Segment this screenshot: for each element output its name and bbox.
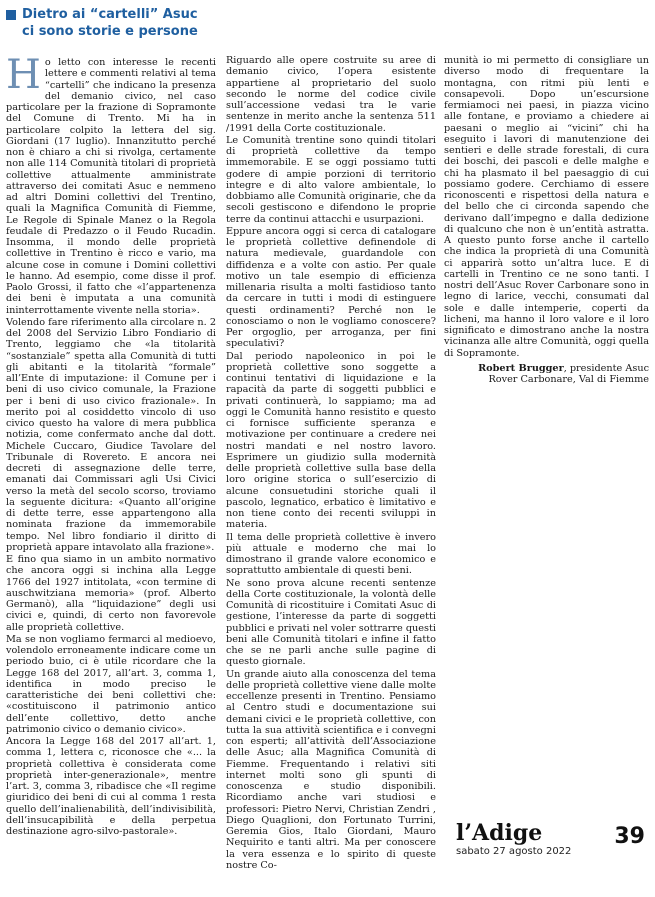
paragraph: Ancora la Legge 168 del 2017 all’art. 1, comma 1, lettera c, riconosce che «... la proprietà collettiva è considerata come proprietà inter-generazionale», mentre l’art. 3, comma 3, ribadisce che «Il regime giuridico dei beni di cui al comma 1 resta quello dell’inalienabilità, dell’indivisibilità, dell’insucapibilità e della perpetua destinazione agro-silvo-pastorale».: [6, 736, 216, 837]
author-affiliation: Rover Carbonare, Val di Fiemme: [488, 374, 649, 385]
paragraph: Ma se non vogliamo fermarci al medioevo, volendolo erroneamente indicare come un periodo buio, ci è utile ricordare che la Legge 168 del 2017, all’art. 3, comma 1, identifica in modo preciso le caratteristiche dei beni collettivi che: «costituiscono il patrimonio antico dell’ente collettivo, detto anche patrimonio civico o demanio civico».: [6, 633, 216, 735]
article-headline: [6, 6, 221, 40]
drop-cap: H: [6, 52, 41, 98]
article-column-1: [6, 52, 216, 837]
issue-date: sabato 27 agosto 2022: [456, 846, 572, 857]
headline-line-2: ci sono storie e persone: [22, 24, 198, 39]
paragraph: Volendo fare riferimento alla circolare n. 2 del 2008 del Servizio Libro Fondiario di Trento, leggiamo che «la titolarità “sostanziale” spetta alla Comunità di tutti gli abitanti e la titolarità “formale” all’Ente di imputazione: il Comune per i beni di uso civico comunale, la Frazione per i beni di uso civico frazionale». In merito poi al cosiddetto vincolo di uso civico questo ha valore di mera pubblica notizia, come confermato anche dal dott. Michele Cuccaro, Giudice Tavolare del Tribunale di Rovereto. E ancora nei decreti di assegnazione delle terre, emanati dai Commissari agli Usi Civici verso la metà del secolo scorso, troviamo la seguente dicitura: «Quanto all’origine di dette terre, esse appartengono alla nominata frazione da immemorabile tempo. Nel libro fondiario il diritto di proprietà appare intavolato alla frazione».: [6, 316, 216, 553]
newspaper-logo: l’Adige: [456, 820, 543, 846]
paragraph: munità io mi permetto di consigliare un diverso modo di frequentare la montagna, con ritmi più lenti e consapevoli. Dopo un’escursione fermiamoci nei paesi, in piazza vicino alle fontane, e proviamo a chiedere ai paesani o meglio ai “vicini” chi ha eseguito i lavori di manutenzione dei sentieri e delle strade forestali, di cura dei boschi, dei pascoli e delle malghe e chi ha plasmato il bel paesaggio di cui possiamo godere. Cerchiamo di essere riconoscenti e rispettosi della natura e del bello che ci circonda sapendo che derivano dall’impegno e dalla dedizione di qualcuno che non è un’entità astratta. A questo punto forse anche il cartello che indica la proprietà di una Comunità ci apparirà sotto un’altra luce. E di cartelli in Trentino ce ne sono tanti. I nostri dell’Asuc Rover Carbonare sono in legno di larice, vecchi, consumati dal sole e dalle intemperie, coperti da licheni, ma hanno il loro valore e il loro significato e dimostrano anche la nostra vicinanza alle altre Comunità, oggi quella di Sopramonte.: [444, 55, 649, 359]
article-column-3: [444, 55, 649, 385]
headline-line-1: Dietro ai “cartelli” Asuc: [22, 7, 198, 22]
paragraph: Riguardo alle opere costruite su aree di demanio civico, l’opera esistente appartiene al proprietario del suolo secondo le norme del codice civile sull’accessione vedasi tra le varie sentenze in merito anche la sentenza 511 /1991 della Corte costituzionale.: [226, 55, 436, 134]
author-name: Robert Brugger: [478, 362, 564, 374]
article-column-2: [226, 55, 436, 871]
paragraph: Dal periodo napoleonico in poi le proprietà collettive sono soggette a continui tentativi di liquidazione e la rapacità da parte di soggetti pubblici e privati continuerà, lo sappiamo; ma ad oggi le Comunità hanno resistito e questo ci fornisce sufficiente speranza e motivazione per continuare a credere nei nostri mandati e nel nostro lavoro. Esprimere un giudizio sulla modernità delle proprietà collettive sulla base della loro origine storica o sull’esercizio di alcune consuetudini storiche quali il pascolo, legnatico, erbatico è limitativo e non tiene conto dei recenti sviluppi in materia.: [226, 350, 436, 531]
paragraph: Ne sono prova alcune recenti sentenze della Corte costituzionale, la volontà delle Comunità di ricostituire i Comitati Asuc di gestione, l’interesse da parte di soggetti pubblici e privati nel voler sottrarre questi beni alle Comunità titolari e infine il fatto che se ne parli anche sulle pagine di questo giornale.: [226, 577, 436, 668]
paragraph: Le Comunità trentine sono quindi titolari di proprietà collettive da tempo immemorabile. E se oggi possiamo tutti godere di ampie porzioni di territorio integre e di alto valore ambientale, lo dobbiamo alle Comunità originarie, che da secoli gestiscono e difendono le proprie terre da continui attacchi e usurpazioni.: [226, 134, 436, 225]
paragraph: E fino qua siamo in un ambito normativo che ancora oggi si inchina alla Legge 1766 del 1927 intitolata, «con termine di auschwitziana memoria» (prof. Alberto Germanò), alla “liquidazione” degli usi civici e, quindi, di certo non favorevole alle proprietà collettive.: [6, 554, 216, 633]
paragraph: Ho letto con interesse le recenti lettere e commenti relativi al tema “cartelli” che indicano la presenza del demanio civico, nel caso particolare per la frazione di Sopramonte del Comune di Trento. Mi ha in particolare colpito la lettera del sig. Giordani (17 luglio). Innanzitutto perché non è chiaro a chi si rivolga, certamente non alle 114 Comunità titolari di proprietà collettive attualmente amministrate attraverso dei comitati Asuc e nemmeno ad altri Domini collettivi del Trentino, quali la Magnifica Comunità di Fiemme, Le Regole di Spinale Manez o la Regola feudale di Predazzo o il Feudo Rucadin. Insomma, il mondo delle proprietà collettive in Trentino è ricco e vario, ma alcune cose in comune i Domini collettivi le hanno. Ad esempio, come disse il prof. Paolo Grossi, il fatto che «l’appartenenza dei beni è imputata a una comunità ininterrottamente vivente nella storia».: [6, 52, 216, 316]
author-signature: [444, 363, 649, 386]
page-number: 39: [614, 824, 645, 849]
paragraph: Eppure ancora oggi si cerca di catalogare le proprietà collettive definendole di natura medievale, guardandole con diffidenza e a volte con astio. Per quale motivo un tale esempio di efficienza millenaria risulta a molti fastidioso tanto da cercare in tutti i modi di estinguere questi ordinamenti? Perché non le conosciamo o non le vogliamo conoscere? Per orgoglio, per arroganza, per fini speculativi?: [226, 225, 436, 350]
paragraph: Il tema delle proprietà collettive è invero più attuale e moderno che mai lo dimostrano il grande valore economico e soprattutto ambientale di questi beni.: [226, 531, 436, 577]
paragraph: Un grande aiuto alla conoscenza del tema delle proprietà collettive viene dalle molte eccellenze presenti in Trentino. Pensiamo al Centro studi e documentazione sui demani civici e le proprietà collettive, con tutta la sua attività scientifica e i convegni con esperti; all’attività dell’Associazione delle Asuc; alla Magnifica Comunità di Fiemme. Frequentando i relativi siti internet molti sono gli spunti di conoscenza e studio disponibili. Ricordiamo anche vari studiosi e professori: Pietro Nervi, Christian Zendri , Diego Quaglioni, don Fortunato Turrini, Geremia Gios, Italo Giordani, Mauro Nequirito e tanti altri. Ma per conoscere la vera essenza e lo spirito di queste nostre Co-: [226, 668, 436, 871]
page-footer-masthead: [456, 820, 651, 857]
headline-square-icon: [6, 10, 16, 20]
author-role: , presidente Asuc: [563, 362, 649, 374]
